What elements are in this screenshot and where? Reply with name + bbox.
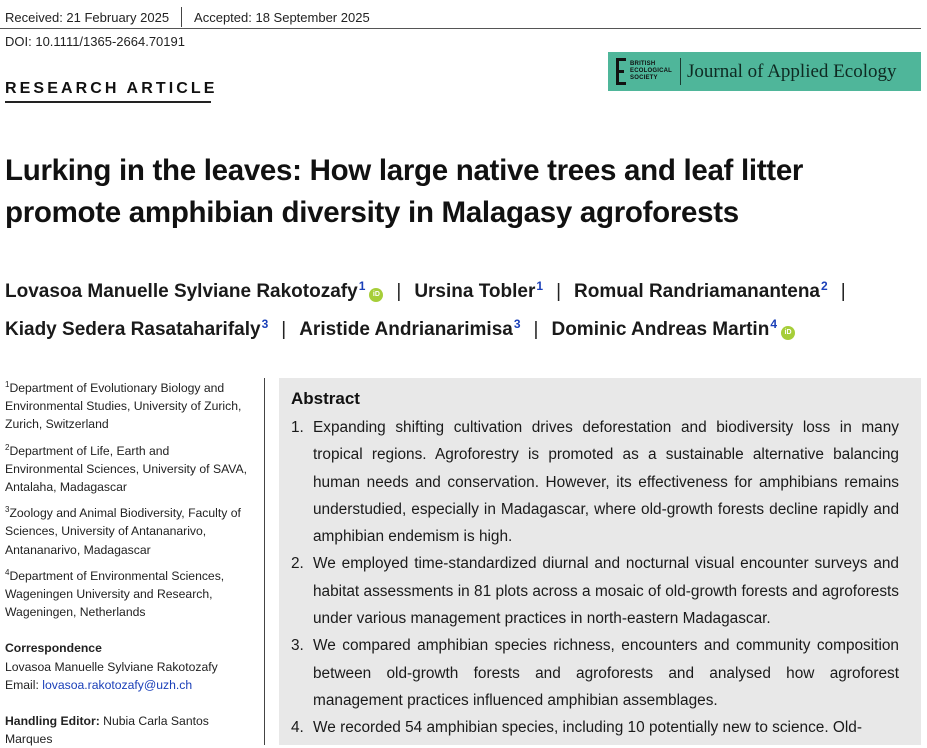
author-separator: | xyxy=(281,319,287,340)
orcid-icon[interactable]: iD xyxy=(369,288,383,302)
received-date: Received: 21 February 2025 xyxy=(5,9,170,25)
abstract-item: 4. We recorded 54 amphibian species, including 10 potentially new to science. Old- xyxy=(291,719,862,737)
column-divider xyxy=(264,378,265,745)
affiliation: $^3$Zoology and Animal Biodiversity, Faculty of Sciences, University of Antananarivo, Antananarivo, Madagascar xyxy=(5,505,241,557)
article-info-column xyxy=(5,376,250,748)
affiliation: $^1$Department of Evolutionary Biology and Environmental Studies, University of Zurich, Zurich, Switzerland xyxy=(5,380,242,432)
handling-editor xyxy=(5,712,250,748)
publication-dates xyxy=(5,7,370,27)
affiliation: $^2$Department of Life, Earth and Environmental Sciences, University of SAVA, Antalaha, Madagascar xyxy=(5,442,248,495)
affiliation-ref[interactable]: 4 xyxy=(770,317,777,331)
accepted-date: Accepted: 18 September 2025 xyxy=(194,9,370,25)
bes-e-icon xyxy=(616,58,626,85)
author-separator: | xyxy=(533,319,539,340)
affiliation-ref[interactable]: 1 xyxy=(536,279,544,293)
correspondence-heading: Correspondence xyxy=(5,641,102,656)
author[interactable]: Kiady Sedera Rasataharifaly$^3$ xyxy=(5,317,269,340)
abstract-item: 2. We employed time-standardized diurnal and nocturnal visual encounter surveys and habitat assessments in 81 plots across a mosaic of old-growth forests and agroforests under various management practices in north-eastern Madagascar. xyxy=(291,555,899,628)
affiliation-ref[interactable]: 2 xyxy=(821,279,828,293)
date-separator xyxy=(181,7,182,27)
article-type: RESEARCH ARTICLE xyxy=(5,80,218,97)
handling-editor-label: Handling Editor: xyxy=(5,714,100,729)
affiliation: $^4$Department of Environmental Sciences, Wageningen University and Research, Wageningen, Netherlands xyxy=(5,567,225,620)
abstract-item: 3. We compared amphibian species richness, encounters and community composition between old-growth forests and agroforests and analysed how agroforest management practices influenced amphibian assemblages. xyxy=(291,637,899,709)
email-link[interactable]: lovasoa.rakotozafy@uzh.ch xyxy=(42,677,193,692)
author-list xyxy=(5,270,920,346)
abstract-list xyxy=(291,414,899,742)
author[interactable]: Ursina Tobler$^1$ xyxy=(414,279,544,302)
article-type-rule xyxy=(5,101,211,103)
author[interactable]: Lovasoa Manuelle Sylviane Rakotozafy$^1$iD xyxy=(5,281,383,302)
journal-name: Journal of Applied Ecology xyxy=(687,60,897,82)
author[interactable]: Romual Randriamanantena$^2$ xyxy=(574,279,828,302)
banner-divider xyxy=(680,58,681,85)
abstract-item: 1. Expanding shifting cultivation drives deforestation and biodiversity loss in many tropical regions. Agroforestry is promoted as a sustainable alternative balancing human needs and conservation. However, its effectiveness for amphibians remains understudied, especially in Madagascar, where old-growth forests decline rapidly and amphibian endemism is high. xyxy=(291,419,899,546)
correspondence-email-line: Email: lovasoa.rakotozafy@uzh.ch xyxy=(5,677,193,692)
author[interactable]: Aristide Andrianarimisa$^3$ xyxy=(299,317,521,340)
author[interactable]: Dominic Andreas Martin$^4$iD xyxy=(551,319,795,340)
author-separator: | xyxy=(840,281,846,302)
orcid-icon[interactable]: iD xyxy=(781,326,795,340)
correspondence-name: Lovasoa Manuelle Sylviane Rakotozafy xyxy=(5,659,218,674)
doi[interactable]: DOI: 10.1111/1365-2664.70191 xyxy=(5,34,185,49)
author-separator: | xyxy=(556,281,561,302)
author-separator: | xyxy=(396,281,402,302)
abstract-box xyxy=(279,378,921,745)
article-title: Lurking in the leaves: How large native trees and leaf litter promote amphibian diversity in Malagasy agroforests xyxy=(5,154,804,229)
affiliation-ref[interactable]: 1 xyxy=(358,279,366,293)
journal-banner[interactable] xyxy=(608,52,921,91)
abstract-heading: Abstract xyxy=(291,389,360,408)
affiliation-ref[interactable]: 3 xyxy=(261,317,269,331)
bes-logo xyxy=(616,58,672,85)
header-rule xyxy=(0,28,921,29)
handling-editor-name: Nubia Carla Santos Marques xyxy=(5,714,209,747)
affiliation-ref[interactable]: 3 xyxy=(513,317,521,331)
society-name: BRITISH ECOLOGICAL SOCIETY xyxy=(630,61,672,81)
